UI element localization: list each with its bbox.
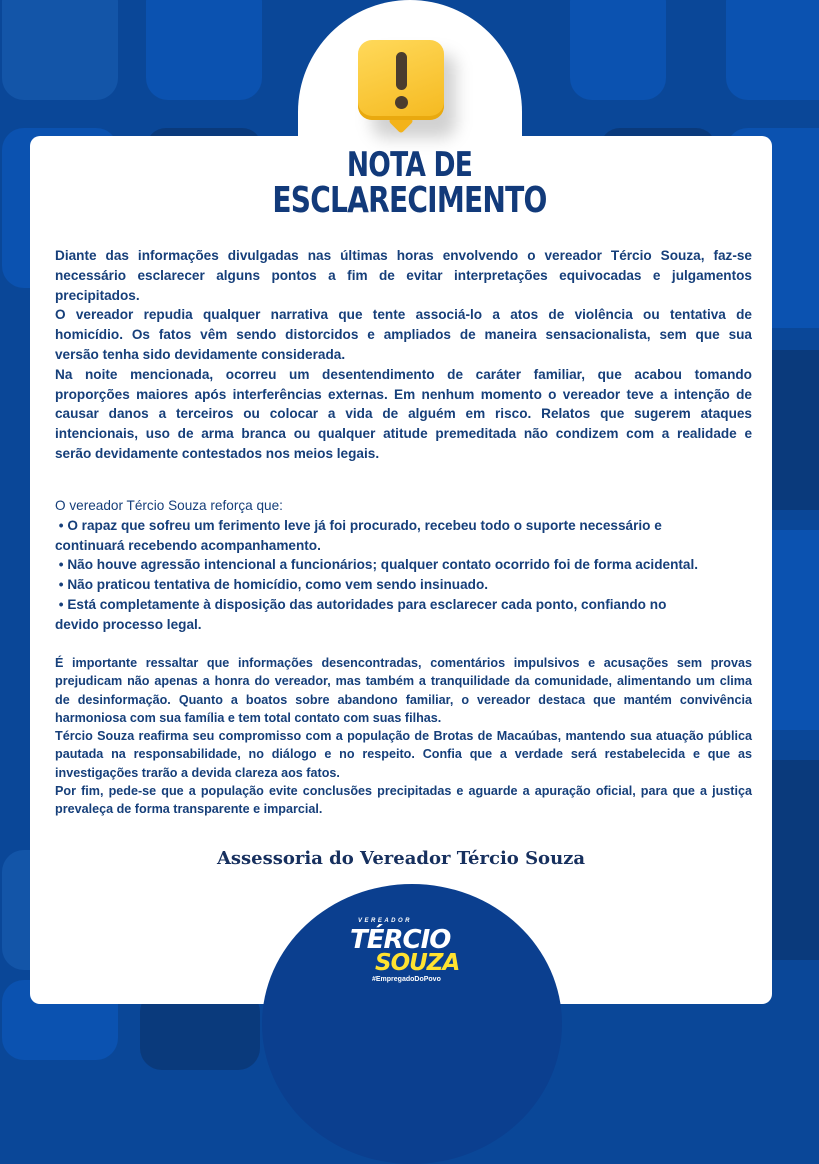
text-line: precipitados. xyxy=(55,287,140,303)
text-line: intencionais, uso de arma branca ou qualquer atitude premeditada não condizem com a realidade e xyxy=(55,426,752,442)
text-line: harmoniosa com sua família e tem total contato com suas filhas. xyxy=(55,710,442,725)
paragraph-closing xyxy=(55,654,752,819)
logo-subtitle: VEREADOR xyxy=(358,918,413,924)
text-line: de desinformação. Quanto a boatos sobre abandono familiar, o vereador destaca que mantém convivência xyxy=(55,692,752,707)
text-line: prevaleça de forma transparente e imparcial. xyxy=(55,802,323,817)
text-line: É importante ressaltar que informações desencontradas, comentários impulsivos e acusações sem provas xyxy=(55,656,752,670)
text-line: prejudicam não apenas a honra do vereador, mas também a tranquilidade da comunidade, alimentando um clima xyxy=(55,674,752,689)
background-tile xyxy=(2,0,118,100)
text-line: Tércio Souza reafirma seu compromisso com a população de Brotas de Macaúbas, mantendo sua atuação pública xyxy=(55,729,752,744)
background-tile xyxy=(570,0,666,100)
text-line: continuará recebendo acompanhamento. xyxy=(55,537,321,553)
page-title-line2: ESCLARECIMENTO xyxy=(272,180,547,221)
background-tile xyxy=(726,0,819,100)
text-line: pautada na responsabilidade, no diálogo e no respeito. Confia que a verdade será restabelecida e que as xyxy=(55,747,752,762)
text-line: investigações trarão a devida clareza aos fatos. xyxy=(55,765,340,780)
bullet-item: • Não houve agressão intencional a funcionários; qualquer contato ocorrido foi de forma acidental. xyxy=(55,557,699,573)
text-line: Na noite mencionada, ocorreu um desentendimento de caráter familiar, que acabou tomando xyxy=(55,366,752,382)
paragraph-intro xyxy=(55,246,752,464)
points-intro: O vereador Tércio Souza reforça que: xyxy=(55,498,283,513)
logo-hashtag: #EmpregadoDoPovo xyxy=(372,976,441,983)
text-line: Por fim, pede-se que a população evite conclusões precipitadas e aguarde a apuração oficial, para que a justiça xyxy=(55,784,752,799)
brand-logo xyxy=(350,918,470,988)
text-line: O vereador repudia qualquer narrativa que tente associá-lo a atos de violência ou tentativa de xyxy=(55,307,752,323)
text-line: necessário esclarecer alguns pontos a fim de evitar interpretações equivocadas e julgamentos xyxy=(55,267,752,283)
text-line: versão tenha sido devidamente considerada. xyxy=(55,346,346,362)
alert-exclamation-icon xyxy=(358,40,448,140)
text-line: serão devidamente contestados nos meios legais. xyxy=(55,445,380,461)
bullet-item: • Não praticou tentativa de homicídio, como vem sendo insinuado. xyxy=(55,577,489,593)
paragraph-points xyxy=(55,496,752,635)
logo-name-last: SOUZA xyxy=(375,950,460,976)
text-line: homicídio. Os fatos vêm sendo distorcidos e ampliados de maneira sensacionalista, sem que sua xyxy=(55,327,752,343)
bullet-item: • Está completamente à disposição das autoridades para esclarecer cada ponto, confiando no xyxy=(55,596,667,612)
text-line: proporções maiores após interferências externas. Em nenhum momento o vereador teve a intenção de xyxy=(55,386,752,402)
signature: Assessoria do Vereador Tércio Souza xyxy=(216,848,586,869)
logo-name-first: TÉRCIO xyxy=(350,925,451,955)
text-line: Diante das informações divulgadas nas últimas horas envolvendo o vereador Tércio Souza, faz-se xyxy=(55,248,752,263)
text-line: causar danos a terceiros ou colocar a vida de alguém em risco. Relatos que sugerem ataques xyxy=(55,406,752,422)
text-line: devido processo legal. xyxy=(55,616,202,632)
background-tile xyxy=(146,0,262,100)
page-title-line1: NOTA DE xyxy=(346,145,473,185)
bullet-item: • O rapaz que sofreu um ferimento leve já foi procurado, recebeu todo o suporte necessário e xyxy=(55,517,662,533)
